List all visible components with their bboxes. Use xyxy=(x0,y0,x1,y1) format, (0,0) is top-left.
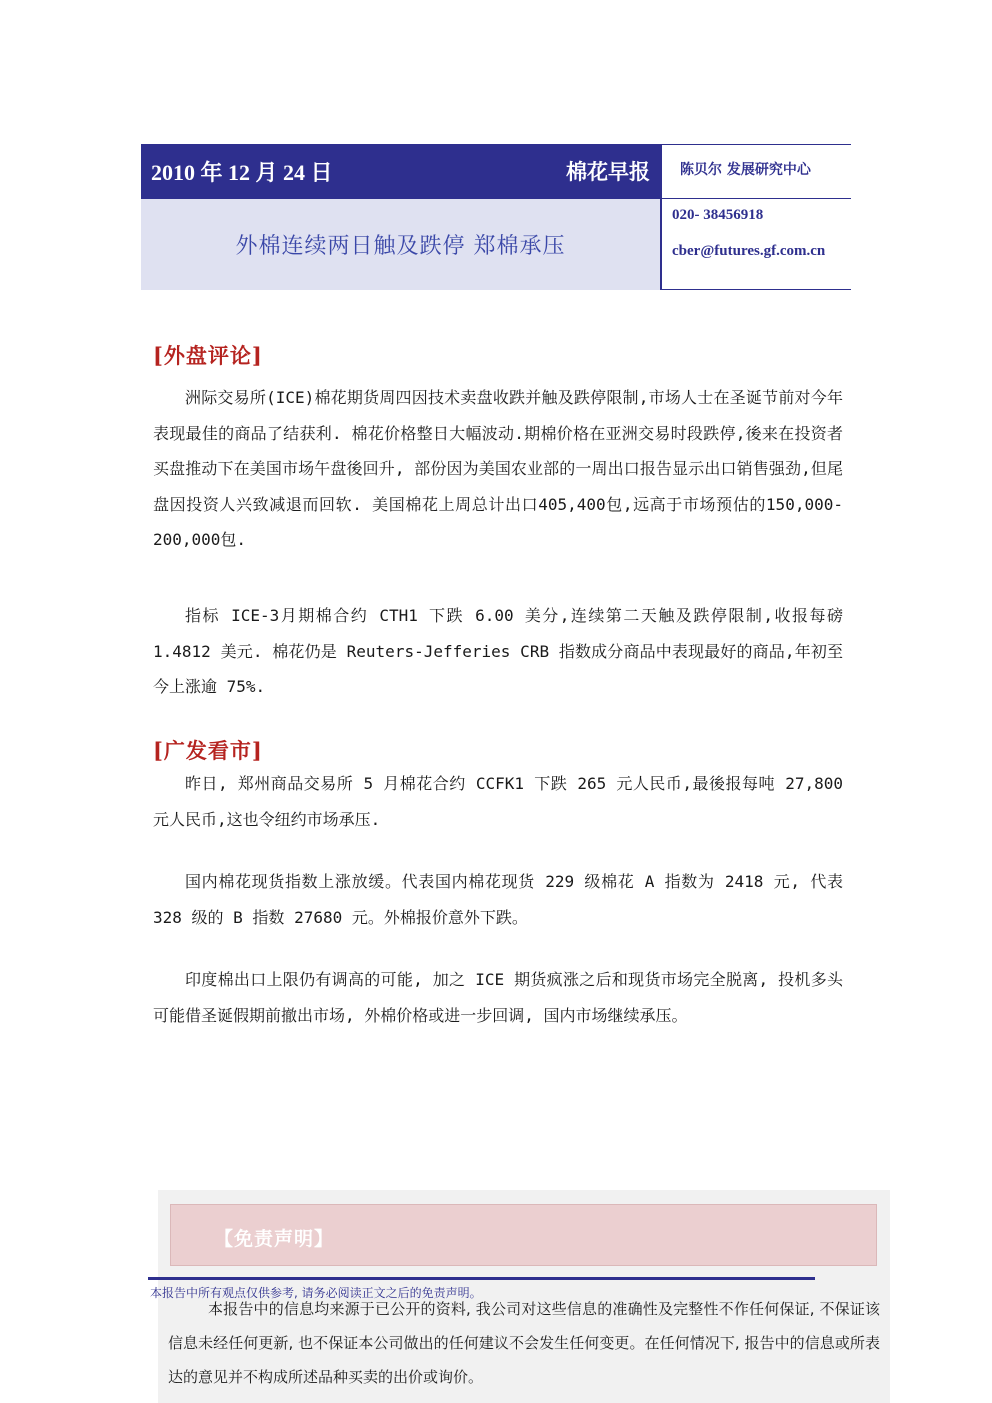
disclaimer-body: 本报告中的信息均来源于已公开的资料, 我公司对这些信息的准确性及完整性不作任何保证, 不保证该信息未经任何更新, 也不保证本公司做出的任何建议不会发生任何变更。在任何情况下, 报告中的信息或所表达的意见并不构成所述品种买卖的出价或询价。 xyxy=(168,1300,880,1386)
footer-note: 本报告中所有观点仅供参考, 请务必阅读正文之后的免责声明。 xyxy=(150,1286,482,1300)
date-bar xyxy=(141,144,660,199)
footer-divider xyxy=(148,1277,815,1280)
report-header xyxy=(141,144,851,290)
analyst-name: 陈贝尔 发展研究中心 xyxy=(680,162,811,178)
section-title-gf-view: [广发看市] xyxy=(153,738,263,763)
paragraph: 指标 ICE-3月期棉合约 CTH1 下跌 6.00 美分,连续第二天触及跌停限制,收报每磅 1.4812 美元. 棉花仍是 Reuters-Jefferies CRB 指数成分商品中表现最好的商品,年初至今上涨逾 75%. xyxy=(153,606,843,696)
contact-divider xyxy=(662,198,851,199)
paragraph: 印度棉出口上限仍有调高的可能, 加之 ICE 期货疯涨之后和现货市场完全脱离, 投机多头可能借圣诞假期前撤出市场, 外棉价格或进一步回调, 国内市场继续承压。 xyxy=(153,970,843,1025)
analyst-phone: 020- 38456918 xyxy=(672,207,764,223)
report-date: 2010 年 12 月 24 日 xyxy=(151,160,333,185)
paragraph: 昨日, 郑州商品交易所 5 月棉花合约 CCFK1 下跌 265 元人民币,最後报每吨 27,800 元人民币,这也令纽约市场承压. xyxy=(153,774,843,829)
report-type: 棉花早报 xyxy=(566,159,650,184)
disclaimer-title: 【免责声明】 xyxy=(214,1228,335,1250)
analyst-email[interactable]: cber@futures.gf.com.cn xyxy=(672,243,826,259)
paragraph: 国内棉花现货指数上涨放缓。代表国内棉花现货 229 级棉花 A 指数为 2418 元, 代表 328 级的 B 指数 27680 元。外棉报价意外下跌。 xyxy=(153,872,843,927)
section-title-overseas: [外盘评论] xyxy=(153,343,263,368)
report-headline: 外棉连续两日触及跌停 郑棉承压 xyxy=(235,234,566,259)
contact-box xyxy=(660,144,851,290)
paragraph: 洲际交易所(ICE)棉花期货周四因技术卖盘收跌并触及跌停限制,市场人士在圣诞节前对今年表现最佳的商品了结获利. 棉花价格整日大幅波动.期棉价格在亚洲交易时段跌停,後来在投资者买盘推动下在美国市场午盘後回升, 部份因为美国农业部的一周出口报告显示出口销售强劲,但尾盘因投资人兴致减退而回软. 美国棉花上周总计出口405,400包,远高于市场预估的150,000-200,000包. xyxy=(153,388,843,549)
headline-box xyxy=(141,199,660,290)
